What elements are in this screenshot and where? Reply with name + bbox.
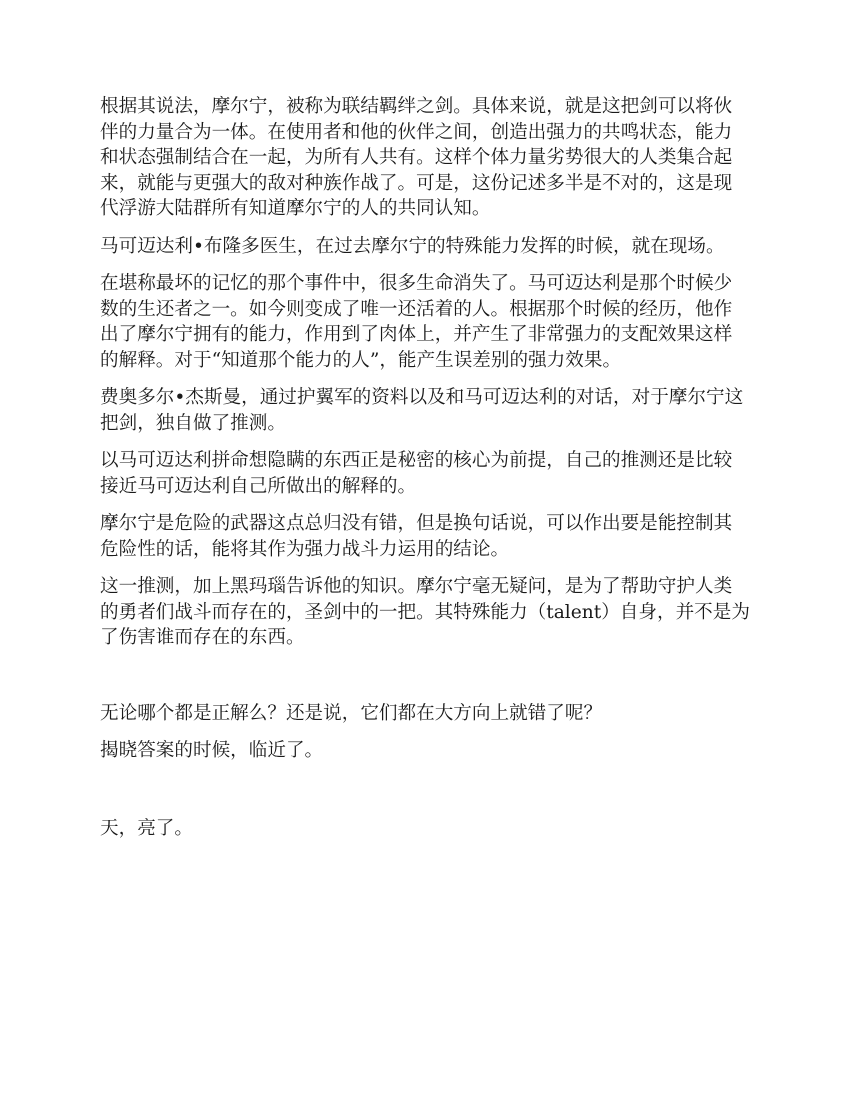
paragraph-2: 马可迈达利•布隆多医生，在过去摩尔宁的特殊能力发挥的时候，就在现场。: [100, 235, 725, 257]
section-break: [100, 776, 750, 816]
paragraph-1: 根据其说法，摩尔宁，被称为联结羁绊之剑。具体来说，就是这把剑可以将伙伴的力量合为一体。在使用者和他的伙伴之间，创造出强力的共鸣状态，能力和状态强制结合在一起，为所有人共有。这样个体力量劣势很大的人类集合起来，就能与更强大的敌对种族作战了。可是，这份记述多半是不对的，这是现代浮游大陆群所有知道摩尔宁的人的共同认知。: [100, 96, 733, 219]
paragraph-9: 揭晓答案的时候，临近了。: [100, 740, 324, 761]
paragraph-6: 摩尔宁是危险的武器这点总归没有错，但是换句话说，可以作出要是能控制其危险性的话，能将其作为强力战斗力运用的结论。: [100, 513, 733, 560]
paragraph-8: 无论哪个都是正解么？还是说，它们都在大方向上就错了呢？: [100, 702, 603, 724]
paragraph-7: 这一推测，加上黑玛瑙告诉他的知识。摩尔宁毫无疑问，是为了帮助守护人类的勇者们战斗而存在的，圣剑中的一把。其特殊能力（talent）自身，并不是为了伤害谁而存在的东西。: [100, 576, 750, 648]
section-break: [100, 663, 750, 701]
paragraph-4: 费奥多尔•杰斯曼，通过护翼军的资料以及和马可迈达利的对话，对于摩尔宁这把剑，独自做了推测。: [100, 387, 744, 434]
paragraph-3: 在堪称最坏的记忆的那个事件中，很多生命消失了。马可迈达利是那个时候少数的生还者之一。如今则变成了唯一还活着的人。根据那个时候的经历，他作出了摩尔宁拥有的能力，作用到了肉体上，并产生了非常强力的支配效果这样的解释。对于“知道那个能力的人”，能产生误差别的强力效果。: [100, 273, 733, 371]
paragraph-10: 天，亮了。: [100, 817, 193, 839]
document-page: [100, 94, 750, 853]
paragraph-5: 以马可迈达利拼命想隐瞒的东西正是秘密的核心为前提，自己的推测还是比较接近马可迈达利自己所做出的解释的。: [100, 450, 733, 497]
